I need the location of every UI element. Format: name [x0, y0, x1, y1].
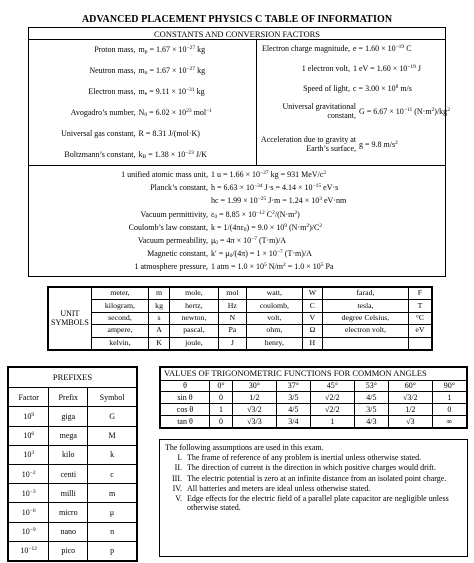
unit-symbol — [408, 337, 431, 349]
constant-row — [29, 170, 445, 179]
assumption-text: Edge effects for the electric field of a parallel plate capacitor are negligible unless otherwise stated. — [187, 493, 449, 513]
unit-name: electron volt, — [322, 325, 408, 337]
trig-value: √3/2 — [388, 392, 432, 404]
unit-name: pascal, — [170, 325, 219, 337]
prefix-symbol: M — [88, 426, 137, 445]
unit-symbol: K — [149, 337, 170, 349]
unit-symbol: Pa — [218, 325, 246, 337]
unit-symbol: s — [149, 312, 170, 324]
constant-label: Speed of light, — [303, 84, 350, 93]
prefix-factor: $10^6$ — [9, 426, 49, 445]
constant-value: $e = 1.60 \times 10^{-19}$ C — [353, 44, 412, 53]
trig-angle-header: θ — [161, 380, 210, 392]
assumption-number: I. — [177, 453, 182, 463]
trig-title: VALUES OF TRIGONOMETRIC FUNCTIONS FOR COMMON ANGLES — [161, 368, 467, 381]
assumption-item — [165, 494, 462, 512]
constant-value: 1 $u = 1.66 \times 10^{-27}$ kg = 931 MeV/$c^2$ — [211, 170, 327, 179]
unit-row — [49, 300, 432, 312]
prefix-row — [9, 445, 137, 464]
unit-name: henry, — [246, 337, 302, 349]
unit-symbol: A — [149, 325, 170, 337]
trig-value: 1/2 — [233, 392, 277, 404]
constant-value: $\varepsilon_0 = 8.85 \times 10^{-12}$ $C^2/(N\cdot m^2)$ — [211, 209, 300, 220]
trig-value: 1 — [210, 404, 233, 416]
assumption-text: All batteries and meters are ideal unless otherwise stated. — [187, 483, 371, 493]
unit-symbol: Ω — [302, 325, 322, 337]
constant-value: hc = $1.99 \times 10^{-25}$ $J\cdot m = 1.24 \times 10^3$ eV·nm — [211, 196, 347, 206]
prefix-name: centi — [49, 465, 88, 484]
trig-value: ∞ — [432, 416, 466, 428]
unit-symbol: J — [218, 337, 246, 349]
constant-label: Avogadro’s number, — [70, 108, 136, 117]
constant-value: $k = 1/(4\pi\varepsilon_0) = 9.0 \times 10^9$ $(N\cdot m^2)/C^2$ — [211, 222, 323, 233]
trig-values-table — [159, 366, 468, 429]
unit-name: ohm, — [246, 325, 302, 337]
prefix-row — [9, 484, 137, 503]
trig-angle-header: 90° — [432, 380, 466, 392]
prefix-factor: $10^{-2}$ — [9, 465, 49, 484]
constant-label: 1 atmosphere pressure, — [134, 262, 208, 272]
constant-row — [29, 129, 256, 138]
unit-name: degree Celsius, — [322, 312, 408, 324]
constant-label: Electron mass, — [88, 87, 136, 96]
trig-row — [161, 392, 467, 404]
unit-symbol: N — [218, 312, 246, 324]
unit-row — [49, 288, 432, 300]
trig-value: 1 — [432, 392, 466, 404]
trig-value: √3 — [388, 416, 432, 428]
constant-row — [29, 150, 256, 159]
unit-name: newton, — [170, 312, 219, 324]
unit-row — [49, 312, 432, 324]
prefix-factor: $10^{-6}$ — [9, 503, 49, 522]
unit-symbol: H — [302, 337, 322, 349]
trig-value: 3/5 — [276, 392, 310, 404]
constant-value: 1 atm = $1.0 \times 10^5$ $N/m^2 = 1.0 \times 10^5$ Pa — [211, 262, 334, 272]
trig-value: 4/3 — [354, 416, 388, 428]
unit-name: volt, — [246, 312, 302, 324]
prefix-symbol: c — [88, 465, 137, 484]
assumption-text: The electric potential is zero at an infinite distance from an isolated point charge. — [187, 473, 447, 483]
unit-symbol: kg — [149, 300, 170, 312]
trig-function-label: cos θ — [161, 404, 210, 416]
trig-value: 0 — [210, 392, 233, 404]
constant-label: Boltzmann’s constant, — [64, 150, 136, 159]
trig-value: 3/4 — [276, 416, 310, 428]
constant-row — [257, 84, 445, 93]
trig-row — [161, 416, 467, 428]
trig-value: 0 — [210, 416, 233, 428]
unit-name: watt, — [246, 288, 302, 300]
constant-row — [29, 262, 445, 271]
constant-row — [257, 102, 450, 121]
unit-symbol: C — [302, 300, 322, 312]
constant-row — [29, 223, 445, 232]
constants-left-column — [29, 40, 257, 165]
prefix-name: pico — [49, 541, 88, 560]
prefix-factor: $10^3$ — [9, 445, 49, 464]
prefix-row — [9, 426, 137, 445]
constant-value: R = 8.31 J/(mol·K) — [138, 129, 200, 138]
unit-name: second, — [91, 312, 148, 324]
trig-value: 4/5 — [276, 404, 310, 416]
assumption-number: III. — [172, 473, 182, 483]
constant-label: 1 unified atomic mass unit, — [121, 170, 208, 179]
prefix-symbol: p — [88, 541, 137, 560]
trig-angle-header: 60° — [388, 380, 432, 392]
constant-row — [29, 249, 445, 258]
prefixes-column-header: Symbol — [88, 388, 137, 407]
prefix-row — [9, 541, 137, 560]
prefix-symbol: G — [88, 407, 137, 426]
constant-value: 1 eV = $1.60 \times 10^{-19}$ J — [353, 64, 421, 73]
assumption-item — [165, 463, 462, 472]
unit-name: joule, — [170, 337, 219, 349]
prefix-name: kilo — [49, 445, 88, 464]
trig-value: √3/3 — [233, 416, 277, 428]
constants-header: CONSTANTS AND CONVERSION FACTORS — [29, 28, 445, 40]
trig-function-label: tan θ — [161, 416, 210, 428]
constant-value: $m_e = 9.11 \times 10^{-31}$ kg — [138, 87, 205, 97]
unit-name: ampere, — [91, 325, 148, 337]
constant-label: Coulomb’s law constant, — [128, 222, 208, 232]
unit-row — [49, 325, 432, 337]
constant-row — [29, 87, 256, 96]
unit-name: farad, — [322, 288, 408, 300]
prefix-symbol: k — [88, 445, 137, 464]
constant-label: Neutron mass, — [89, 66, 136, 75]
assumptions-box — [159, 439, 468, 557]
unit-symbol: W — [302, 288, 322, 300]
prefix-factor: $10^{-12}$ — [9, 541, 49, 560]
constant-label: Universal gravitational constant, — [282, 102, 356, 121]
constant-value: $h = 6.63 \times 10^{-34}$ $J\cdot s = 4.14 \times 10^{-15}$ eV·s — [211, 183, 339, 193]
unit-symbol: F — [408, 288, 431, 300]
constant-row — [29, 108, 256, 117]
unit-name: coulomb, — [246, 300, 302, 312]
constant-label: Magnetic constant, — [147, 249, 208, 259]
constant-value: $\mu_0 = 4\pi \times 10^{-7}$ (T·m)/A — [211, 236, 287, 246]
prefix-symbol: n — [88, 522, 137, 541]
constant-label: Vacuum permittivity, — [140, 209, 208, 219]
assumptions-intro: The following assumptions are used in this exam. — [165, 443, 324, 452]
constant-row — [257, 44, 445, 53]
prefix-factor: $10^{-9}$ — [9, 522, 49, 541]
constant-value: g = 9.8 $m/s^2$ — [359, 139, 398, 149]
unit-row — [49, 337, 432, 349]
prefixes-column-header: Factor — [9, 388, 49, 407]
constant-row — [29, 196, 445, 205]
prefixes-table — [7, 366, 138, 562]
trig-value: 0 — [432, 404, 466, 416]
constants-lower-section — [29, 166, 445, 276]
prefix-row — [9, 465, 137, 484]
constants-table — [28, 27, 450, 277]
prefix-name: milli — [49, 484, 88, 503]
assumption-text: The frame of reference of any problem is inertial unless otherwise stated. — [187, 453, 422, 463]
trig-angle-header: 45° — [310, 380, 354, 392]
constant-value: $k' = \mu_0/(4\pi) = 1 \times 10^{-7}$ (T·m)/A — [211, 249, 312, 260]
trig-angle-header: 53° — [354, 380, 388, 392]
constant-label: Acceleration due to gravity at Earth’s surface, — [260, 135, 356, 154]
trig-value: √3/2 — [233, 404, 277, 416]
prefix-name: giga — [49, 407, 88, 426]
unit-symbols-table — [47, 286, 433, 351]
prefixes-column-header: Prefix — [49, 388, 88, 407]
prefix-name: micro — [49, 503, 88, 522]
unit-symbols-label: UNIT SYMBOLS — [49, 288, 92, 350]
unit-name: meter, — [91, 288, 148, 300]
constant-value: $k_B = 1.38 \times 10^{-23}$ J/K — [138, 150, 207, 160]
constant-row — [29, 183, 445, 192]
trig-angle-header: 0° — [210, 380, 233, 392]
trig-function-label: sin θ — [161, 392, 210, 404]
trig-value: 1/2 — [388, 404, 432, 416]
constant-value: $N_0 = 6.02 \times 10^{23}$ mol$^{-1}$ — [138, 108, 212, 118]
prefix-factor: $10^9$ — [9, 407, 49, 426]
prefixes-title: PREFIXES — [9, 368, 137, 388]
assumption-number: V. — [175, 493, 182, 503]
prefix-row — [9, 407, 137, 426]
assumption-number: II. — [174, 463, 182, 473]
assumption-item — [165, 453, 462, 462]
constant-label: Vacuum permeability, — [137, 236, 208, 245]
prefix-symbol: m — [88, 484, 137, 503]
constant-label: Planck’s constant, — [150, 183, 208, 193]
constant-label: Proton mass, — [94, 45, 136, 54]
prefix-symbol: μ — [88, 503, 137, 522]
assumption-item — [165, 484, 462, 493]
constant-label: 1 electron volt, — [301, 64, 350, 73]
prefix-factor: $10^{-3}$ — [9, 484, 49, 503]
unit-symbol: Hz — [218, 300, 246, 312]
constant-value: $G = 6.67 \times 10^{-11}$ $(N\cdot m^2)/kg^2$ — [359, 106, 450, 116]
prefix-row — [9, 503, 137, 522]
trig-angle-header: 30° — [233, 380, 277, 392]
unit-name: kilogram, — [91, 300, 148, 312]
constant-value: $m_p = 1.67 \times 10^{-27}$ kg — [138, 45, 206, 55]
trig-angle-header: 37° — [276, 380, 310, 392]
unit-symbol: °C — [408, 312, 431, 324]
assumption-text: The direction of current is the direction in which positive charges would drift. — [187, 463, 436, 473]
unit-name: kelvin, — [91, 337, 148, 349]
assumption-number: IV. — [172, 483, 182, 493]
unit-name: hertz, — [170, 300, 219, 312]
constant-value: $m_n = 1.67 \times 10^{-27}$ kg — [138, 66, 206, 76]
trig-row — [161, 404, 467, 416]
constant-value: $c = 3.00 \times 10^8$ m/s — [353, 84, 412, 93]
unit-symbol: mol — [218, 288, 246, 300]
constant-row — [29, 66, 256, 75]
prefix-name: mega — [49, 426, 88, 445]
trig-value: √2/2 — [310, 392, 354, 404]
constant-row — [257, 64, 445, 73]
page-title: ADVANCED PLACEMENT PHYSICS C TABLE OF INFORMATION — [81, 14, 393, 25]
prefix-name: nano — [49, 522, 88, 541]
constant-row — [257, 135, 445, 153]
unit-name: tesla, — [322, 300, 408, 312]
constant-label: Universal gas constant, — [61, 129, 136, 138]
constant-row — [29, 210, 445, 219]
constant-row — [29, 45, 256, 54]
constants-right-column — [257, 40, 450, 165]
unit-name: mole, — [170, 288, 219, 300]
trig-value: 4/5 — [354, 392, 388, 404]
assumption-item — [165, 474, 462, 483]
unit-symbol: m — [149, 288, 170, 300]
constant-label: Electron charge magnitude, — [261, 44, 350, 53]
trig-value: √2/2 — [310, 404, 354, 416]
unit-symbol: V — [302, 312, 322, 324]
unit-name — [322, 337, 408, 349]
constant-row — [29, 236, 445, 245]
trig-value: 1 — [310, 416, 354, 428]
unit-symbol: eV — [408, 325, 431, 337]
prefix-row — [9, 522, 137, 541]
unit-symbol: T — [408, 300, 431, 312]
trig-value: 3/5 — [354, 404, 388, 416]
